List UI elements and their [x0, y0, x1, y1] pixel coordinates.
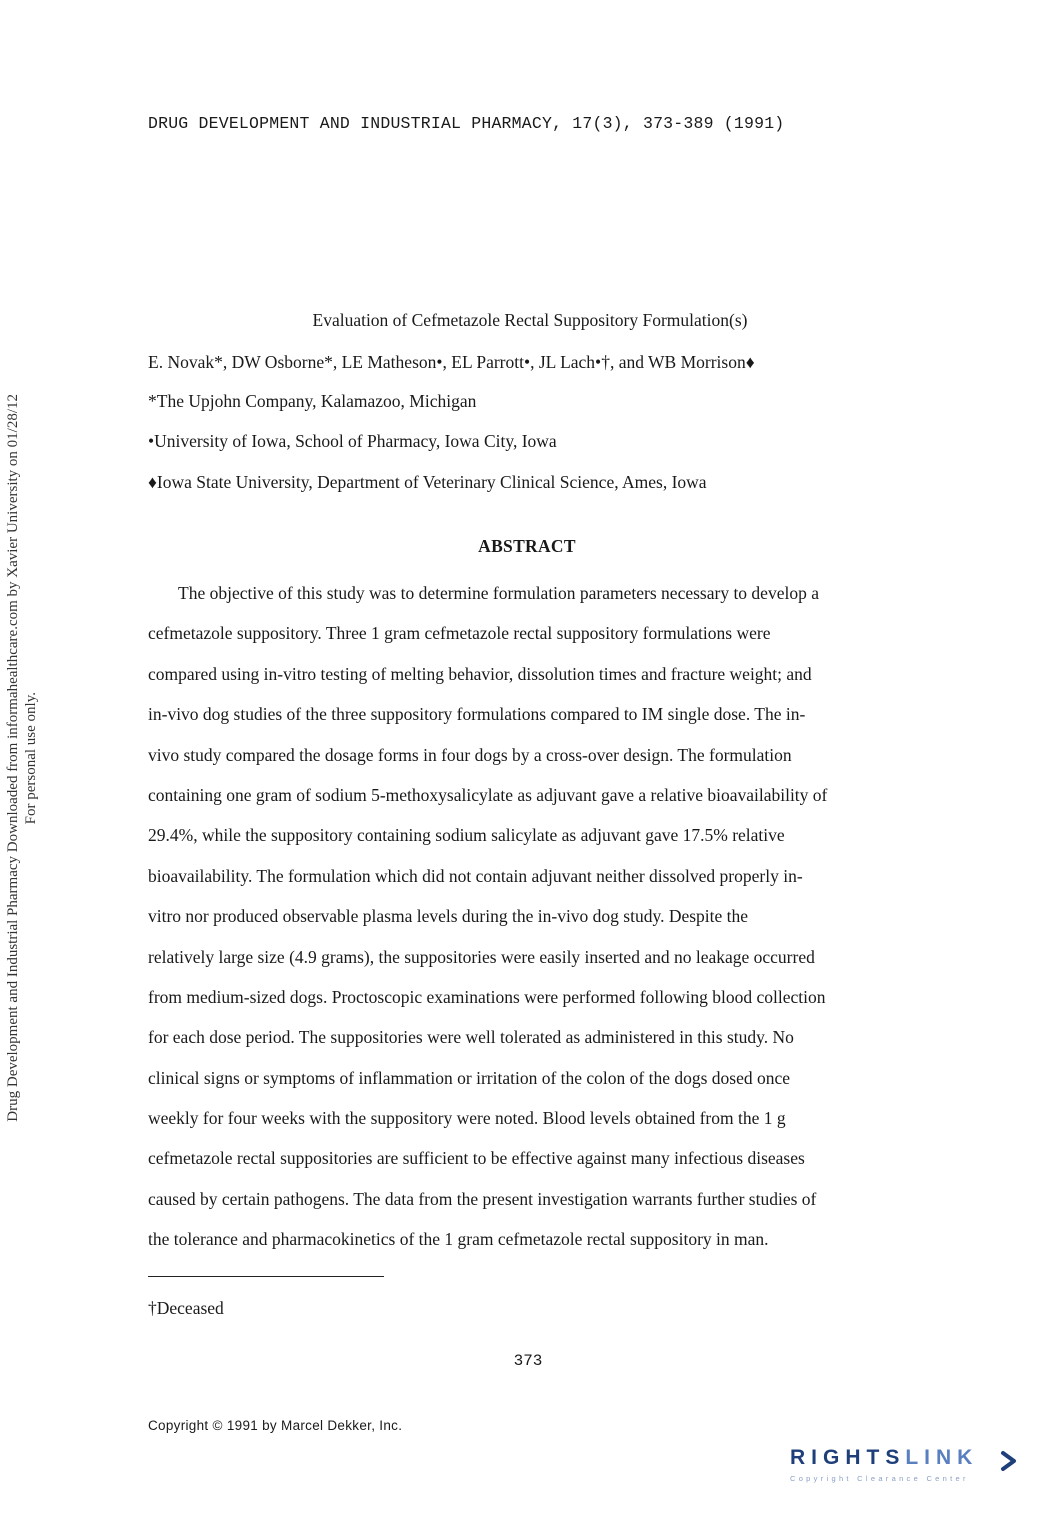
affiliation-upjohn: *The Upjohn Company, Kalamazoo, Michigan	[148, 391, 477, 411]
abstract-line: from medium-sized dogs. Proctoscopic examinations were performed following blood collection	[148, 986, 826, 1007]
abstract-line: 29.4%, while the suppository containing sodium salicylate as adjuvant gave 17.5% relative	[148, 825, 785, 846]
footnote-divider	[148, 1276, 384, 1277]
abstract-line: vitro nor produced observable plasma levels during the in-vivo dog study. Despite the	[148, 906, 749, 927]
abstract-line: in-vivo dog studies of the three suppository formulations compared to IM single dose. The in-	[148, 704, 806, 725]
abstract-line: cefmetazole suppository. Three 1 gram cefmetazole rectal suppository formulations were	[148, 623, 771, 644]
abstract-heading: ABSTRACT	[478, 536, 576, 556]
article-title: Evaluation of Cefmetazole Rectal Suppository Formulation(s)	[312, 310, 748, 330]
rightslink-word-part1: RIGHTS	[790, 1446, 906, 1469]
rightslink-subtitle: Copyright Clearance Center	[790, 1474, 969, 1483]
abstract-line: caused by certain pathogens. The data from the present investigation warrants further studies of	[148, 1188, 817, 1209]
watermark-line-2: For personal use only.	[23, 691, 39, 825]
abstract-line: bioavailability. The formulation which did not contain adjuvant neither dissolved properly in-	[148, 865, 803, 886]
journal-header: DRUG DEVELOPMENT AND INDUSTRIAL PHARMACY, 17(3), 373-389 (1991)	[148, 114, 785, 133]
rightslink-word-part2: LINK	[905, 1446, 979, 1469]
abstract-line: cefmetazole rectal suppositories are sufficient to be effective against many infectious diseases	[148, 1148, 805, 1169]
abstract-line: containing one gram of sodium 5-methoxysalicylate as adjuvant gave a relative bioavailability of	[148, 784, 828, 805]
abstract-line: vivo study compared the dosage forms in four dogs by a cross-over design. The formulation	[148, 744, 792, 765]
abstract-line: weekly for four weeks with the suppository were noted. Blood levels obtained from the 1 g	[148, 1108, 786, 1129]
copyright-notice: Copyright © 1991 by Marcel Dekker, Inc.	[148, 1418, 403, 1433]
author-list: E. Novak*, DW Osborne*, LE Matheson•, EL Parrott•, JL Lach•†, and WB Morrison♦	[148, 352, 755, 372]
abstract-line: the tolerance and pharmacokinetics of the 1 gram cefmetazole rectal suppository in man.	[148, 1229, 769, 1250]
watermark-line-1: Drug Development and Industrial Pharmacy Downloaded from informahealthcare.com by Xavier University on 01/28/12	[5, 394, 21, 1122]
abstract-line: The objective of this study was to determine formulation parameters necessary to develop a	[178, 583, 819, 603]
page-number: 373	[513, 1352, 543, 1370]
abstract-line: relatively large size (4.9 grams), the suppositories were easily inserted and no leakage occurred	[148, 946, 815, 967]
abstract-line: clinical signs or symptoms of inflammation or irritation of the colon of the dogs dosed once	[148, 1067, 791, 1088]
rightslink-wordmark	[790, 1446, 978, 1470]
rightslink-logo[interactable]	[790, 1446, 1030, 1490]
affiliation-iowa: •University of Iowa, School of Pharmacy, Iowa City, Iowa	[148, 431, 557, 451]
rightslink-chevron-icon	[1000, 1450, 1018, 1472]
abstract-line: for each dose period. The suppositories were well tolerated as administered in this study. No	[148, 1027, 794, 1048]
footnote-deceased: †Deceased	[148, 1298, 224, 1318]
download-watermark	[4, 348, 40, 1168]
abstract-body	[148, 573, 910, 1260]
affiliation-iowa-state: ♦Iowa State University, Department of Veterinary Clinical Science, Ames, Iowa	[148, 472, 707, 492]
abstract-line: compared using in-vitro testing of melting behavior, dissolution times and fracture weight; and	[148, 663, 812, 684]
